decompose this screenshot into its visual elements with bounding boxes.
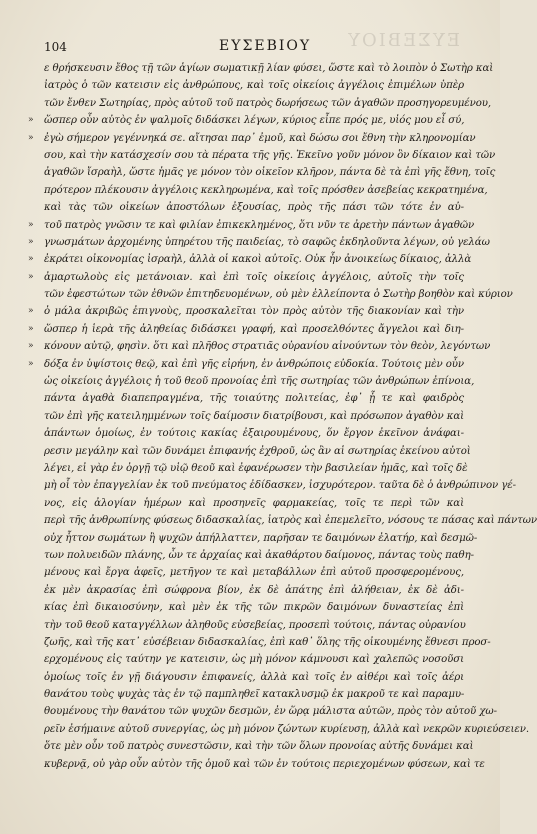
text-line [44, 147, 496, 164]
text-line-content: ὥσπερ οὖν αὐτὸς ἐν ψαλμοῖς διδάσκει λέγων, κύριος εἶπε πρός με, υἱός μου εἶ σύ, [44, 115, 465, 127]
show-through-ink: ΕΥΣΕΒΙΟΥ [346, 30, 460, 51]
quotation-margin-mark: » [28, 358, 34, 369]
text-line-content: ὅτε μὲν οὖν τοῦ πατρὸς συνεστῶσιν, καὶ τὴν τῶν ὅλων προνοίας αὐτῆς δυνάμει καὶ [44, 741, 474, 753]
text-line-content: τῶν ἔνθεν Σωτηρίας, πρὸς αὐτοῦ τοῦ πατρὸς δωρήσεως τῶν ἀγαθῶν προσηγορευμένου, [44, 97, 491, 109]
greek-text-block [28, 60, 537, 773]
text-line [44, 164, 496, 181]
text-line-content: μένους καὶ ἔργα ἀφεῖς, μετῆγον τε καὶ μεταβάλλων ἐπὶ αὐτοῦ προσφερομένους, [44, 567, 464, 579]
text-line-content: ὁ μάλα ἀκριβῶς ἐπιγνοὺς, προσκαλεῖται τὸν πρὸς αὐτὸν τῆς διακονίαν καὶ τὴν [44, 306, 464, 318]
quotation-margin-mark: » [28, 341, 34, 352]
quotation-margin-mark: » [28, 271, 34, 282]
text-line-content: ἀπάντων ὁμοίως, ἐν τούτοις κακίας ἐξαιρουμένους, ὅν ἔργον ἐκεῖνον ἀνάφαι- [44, 428, 464, 440]
text-line [28, 130, 476, 147]
text-line-content: γνωσμάτων ἀρχομένης ὑπηρέτου τῆς παιδείας, τὸ σαφῶς ἐκδηλοῦντα λέγων, οὐ γελάω [44, 236, 490, 248]
text-line [44, 495, 464, 512]
text-line-content: ρεσιν μεγάλην καὶ τῶν δυνάμει ἐπιφανής ἐχθροῦ, ὡς ἂν αἱ σωτηρίας ἐκείνου αὐτοὶ [44, 445, 471, 457]
text-line [44, 512, 537, 529]
text-line-content: νος, εἰς ἀλογίαν ἡμέρων καὶ προσηνεῖς φαρμακείας, τοῖς τε περὶ τῶν καὶ [44, 497, 464, 509]
text-line-content: δόξα ἐν ὑψίστοις θεῷ, καὶ ἐπὶ γῆς εἰρήνη, ἐν ἀνθρώποις εὐδοκία. Τούτοις μὲν οὖν [44, 358, 464, 370]
text-line [44, 582, 464, 599]
text-line-content: περὶ τῆς ἀνθρωπίνης φύσεως διδασκαλίας, ἰατρὸς καὶ ἐπεμελεῖτο, νόσους τε πάσας καὶ πάντων [44, 515, 537, 527]
quotation-margin-mark: » [28, 115, 34, 126]
text-line-content: τῶν ἐπὶ γῆς κατειλημμένων τοῖς δαίμοσιν διατρίβουσι, καὶ πρόσωπον ἀγαθὸν καὶ [44, 410, 464, 422]
text-line-content: ἀγαθῶν ἴσραὴλ, ὥστε ἡμᾶς γε μόνον τὸν οἰκεῖον κλῆρον, πάντα δὲ τὰ ἐπὶ γῆς ἔθνη, τοῖς [44, 167, 496, 179]
text-line-content: ζωῆς, καὶ τῆς κατ᾽ εὐσέβειαν διδασκαλίας, ἐπὶ καθ᾽ ὅλης τῆς οἰκουμένης ἔθνεσι προσ- [44, 636, 491, 648]
text-line-content: ε θρήσκευσιν ἔθος τῇ τῶν ἁγίων σωματικῇ λίαν φύσει, ὥστε καὶ τὸ λοιπὸν ὁ Σωτὴρ καὶ [44, 63, 494, 74]
text-line [44, 686, 464, 703]
text-line [44, 738, 474, 755]
text-line [28, 112, 465, 129]
text-line [44, 564, 464, 581]
text-line [44, 634, 491, 651]
text-line [44, 443, 471, 460]
text-line-content: τὴν τοῦ θεοῦ καταγγέλλων ἀληθοῦς εὐσεβείας, προσεπὶ τούτοις, πάντας οὐρανίου [44, 619, 466, 631]
text-line [28, 303, 464, 320]
text-line [28, 338, 491, 355]
text-line-content: τῶν ἐφεστώτων τῶν ἐθνῶν ἐπιτηδευομένων, οὐ μὲν ἐλλείποντα ὁ Σωτὴρ βοηθὸν καὶ κύριον [44, 289, 513, 301]
text-line [44, 477, 516, 494]
text-line [28, 321, 464, 338]
text-line-content: θουμένους τὴν θανάτου τῶν ψυχῶν δεσμῶν, ἐν ὥρᾳ μάλιστα αὐτῶν, πρὸς τὸν αὐτοῦ χω- [44, 706, 497, 718]
page-header [44, 40, 464, 60]
text-line [44, 703, 497, 720]
text-line-content: ἰατρὸς ὁ τῶν κατεισιν εἰς ἀνθρώπους, καὶ τοῖς οἰκείοις ἀγγέλοις ἐπιμέλων ὑπὲρ [44, 80, 464, 92]
text-line-content: θανάτου τοὺς ψυχὰς τὰς ἐν τῷ παμπληθεῖ κατακλυσμῷ ἐκ μακροῦ τε καὶ παραμυ- [44, 689, 465, 701]
text-line [44, 425, 464, 442]
text-line [28, 217, 475, 234]
text-line [28, 356, 464, 373]
text-line-content: ρεῖν ἐσήμαινε αὐτοῦ συνεργίας, ὡς μὴ μόνον ζώντων κυρίευσῃ, ἀλλὰ καὶ νεκρῶν κυριεύσειεν. [44, 723, 529, 735]
text-line-content: κόνουν αὐτῷ, φησὶν. ὅτι καὶ πλῆθος στρατιᾶς οὐρανίου αἰνούντων τὸν θεὸν, λεγόντων [44, 341, 491, 353]
text-line-content: οὐχ ἧττον σωμάτων ἢ ψυχῶν ἀπήλλαττεν, παρῆσαν τε δαιμόνων ἐλατήρ, καὶ δεσμῶ- [44, 532, 478, 544]
text-line [44, 599, 464, 616]
text-line [28, 251, 472, 268]
quotation-margin-mark: » [28, 254, 34, 265]
text-line-content: καὶ τὰς τῶν οἰκείων ἀποστόλων ἐξουσίας, πρὸς τῆς πάσι τῶν τότε ἐν αὐ- [44, 202, 464, 214]
text-line [44, 95, 491, 112]
text-line [44, 756, 485, 773]
text-line [44, 373, 475, 390]
text-line-content: ἀμαρτωλοὺς εἰς μετάνοιαν. καὶ ἐπὶ τοῖς οἰκείοις ἀγγέλοις, αὐτοῖς τὴν τοῖς [44, 271, 464, 283]
text-line-content: ὥσπερ ἡ ἱερὰ τῆς ἀληθείας διδάσκει γραφή, καὶ προσελθόντες ἄγγελοι καὶ διη- [44, 323, 464, 335]
text-line-content: ἐγὼ σήμερον γεγέννηκά σε. αἴτησαι παρ᾽ ἐμοῦ, καὶ δώσω σοι ἔθνη τὴν κληρονομίαν [44, 132, 476, 144]
text-line-content: ὁμοίως τοῖς ἐν γῇ διάγουσιν ἐπιφανείς, ἀλλὰ καὶ τοῖς ἐν αἰθέρι καὶ τοῖς ἀέρι [44, 671, 464, 683]
text-line-content: κίας ἐπὶ δικαιοσύνην, καὶ μὲν ἐκ τῆς τῶν πικρῶν δαιμόνων δυναστείας ἐπὶ [44, 602, 464, 614]
text-line-content: σου, καὶ τὴν κατάσχεσίν σου τὰ πέρατα τῆς γῆς. Ἐκεῖνο γοῦν μόνον ὃν δίκαιον καὶ τῶν [44, 149, 496, 161]
text-line-content: ἐκ μὲν ἀκρασίας ἐπὶ σώφρονα βίον, ἐκ δὲ ἀπάτης ἐπὶ ἀλήθειαν, ἐκ δὲ ἀδι- [44, 584, 464, 596]
text-line-content: ὡς οἰκείοις ἀγγέλοις ἡ τοῦ θεοῦ προνοίας ἐπὶ τῆς σωτηρίας τῶν ἀνθρώπων ἐπίνοια, [44, 376, 475, 388]
text-line [44, 199, 464, 216]
text-line-content: ερχομένους εἰς ταύτην γε κατεισιν, ὡς μὴ μόνον κάμνουσι καὶ χαλεπῶς νοσοῦσι [44, 654, 464, 666]
text-line [28, 269, 464, 286]
text-line [44, 721, 529, 738]
text-line-content: λέγει, εἰ γὰρ ἐν ὀργῇ τῷ υἱῷ θεοῦ καὶ ἐφανέρωσεν τὴν βασιλείαν ἡμᾶς, καὶ τοῖς δὲ [44, 462, 468, 474]
quotation-margin-mark: » [28, 306, 34, 317]
text-line [44, 390, 464, 407]
text-line-content: πάντα ἀγαθὰ διαπεπραγμένα, τῆς τοιαύτης πολιτείας, ἐφ᾽ ᾗ τε καὶ φαιδρὸς [44, 393, 464, 405]
text-line-content: μὴ οἷ τὸν ἐπαγγελίαν ἐκ τοῦ πνεύματος ἐδίδασκεν, ἰσχυρότερον. ταῦτα δὲ ὁ ἀνθρώπινον γέ- [44, 480, 516, 492]
quotation-margin-mark: » [28, 323, 34, 334]
text-line [44, 547, 474, 564]
text-line-content: κυβερνᾷ, οὐ γὰρ οὖν αὐτὸν τῆς ὁμοῦ καὶ τῶν ἐν τούτοις περιεχομένων φύσεων, καὶ τε [44, 758, 485, 770]
text-line [44, 182, 488, 199]
quotation-margin-mark: » [28, 219, 34, 230]
text-line [44, 460, 468, 477]
text-line [28, 234, 490, 251]
page-number: 104 [44, 40, 67, 54]
text-line-content: των πολυειδῶν πλάνης, ὧν τε ἀρχαίας καὶ ἀκαθάρτου δαίμονος, πάντας τοὺς παθη- [44, 549, 474, 561]
running-head: ΕΥΣΕΒΙΟΥ [219, 38, 312, 54]
text-line [44, 408, 464, 425]
text-line-content: πρότερον πλέκουσιν ἀγγέλοις κεκληρωμένα, καὶ τοῖς πρόσθεν ἀσεβείας κεκρατημένα, [44, 184, 488, 196]
quotation-margin-mark: » [28, 132, 34, 143]
text-line [44, 77, 464, 94]
text-line [44, 617, 464, 634]
quotation-margin-mark: » [28, 236, 34, 247]
text-line [44, 651, 464, 668]
text-line [44, 669, 464, 686]
text-line-content: τοῦ πατρὸς γνῶσιν τε καὶ φιλίαν ἐπικεκλημένος, ὅτι νῦν τε ἀρετὴν πάντων ἀγαθῶν [44, 219, 475, 231]
text-line [44, 286, 513, 303]
text-line [44, 530, 478, 547]
text-line-content: ἐκράτει οἰκονομίας ἰσραὴλ, ἀλλὰ οἱ κακοὶ αὐτοῖς. Οὐκ ἦν ἀνοικείως δίκαιος, ἀλλὰ [44, 254, 472, 266]
text-line [44, 60, 494, 77]
